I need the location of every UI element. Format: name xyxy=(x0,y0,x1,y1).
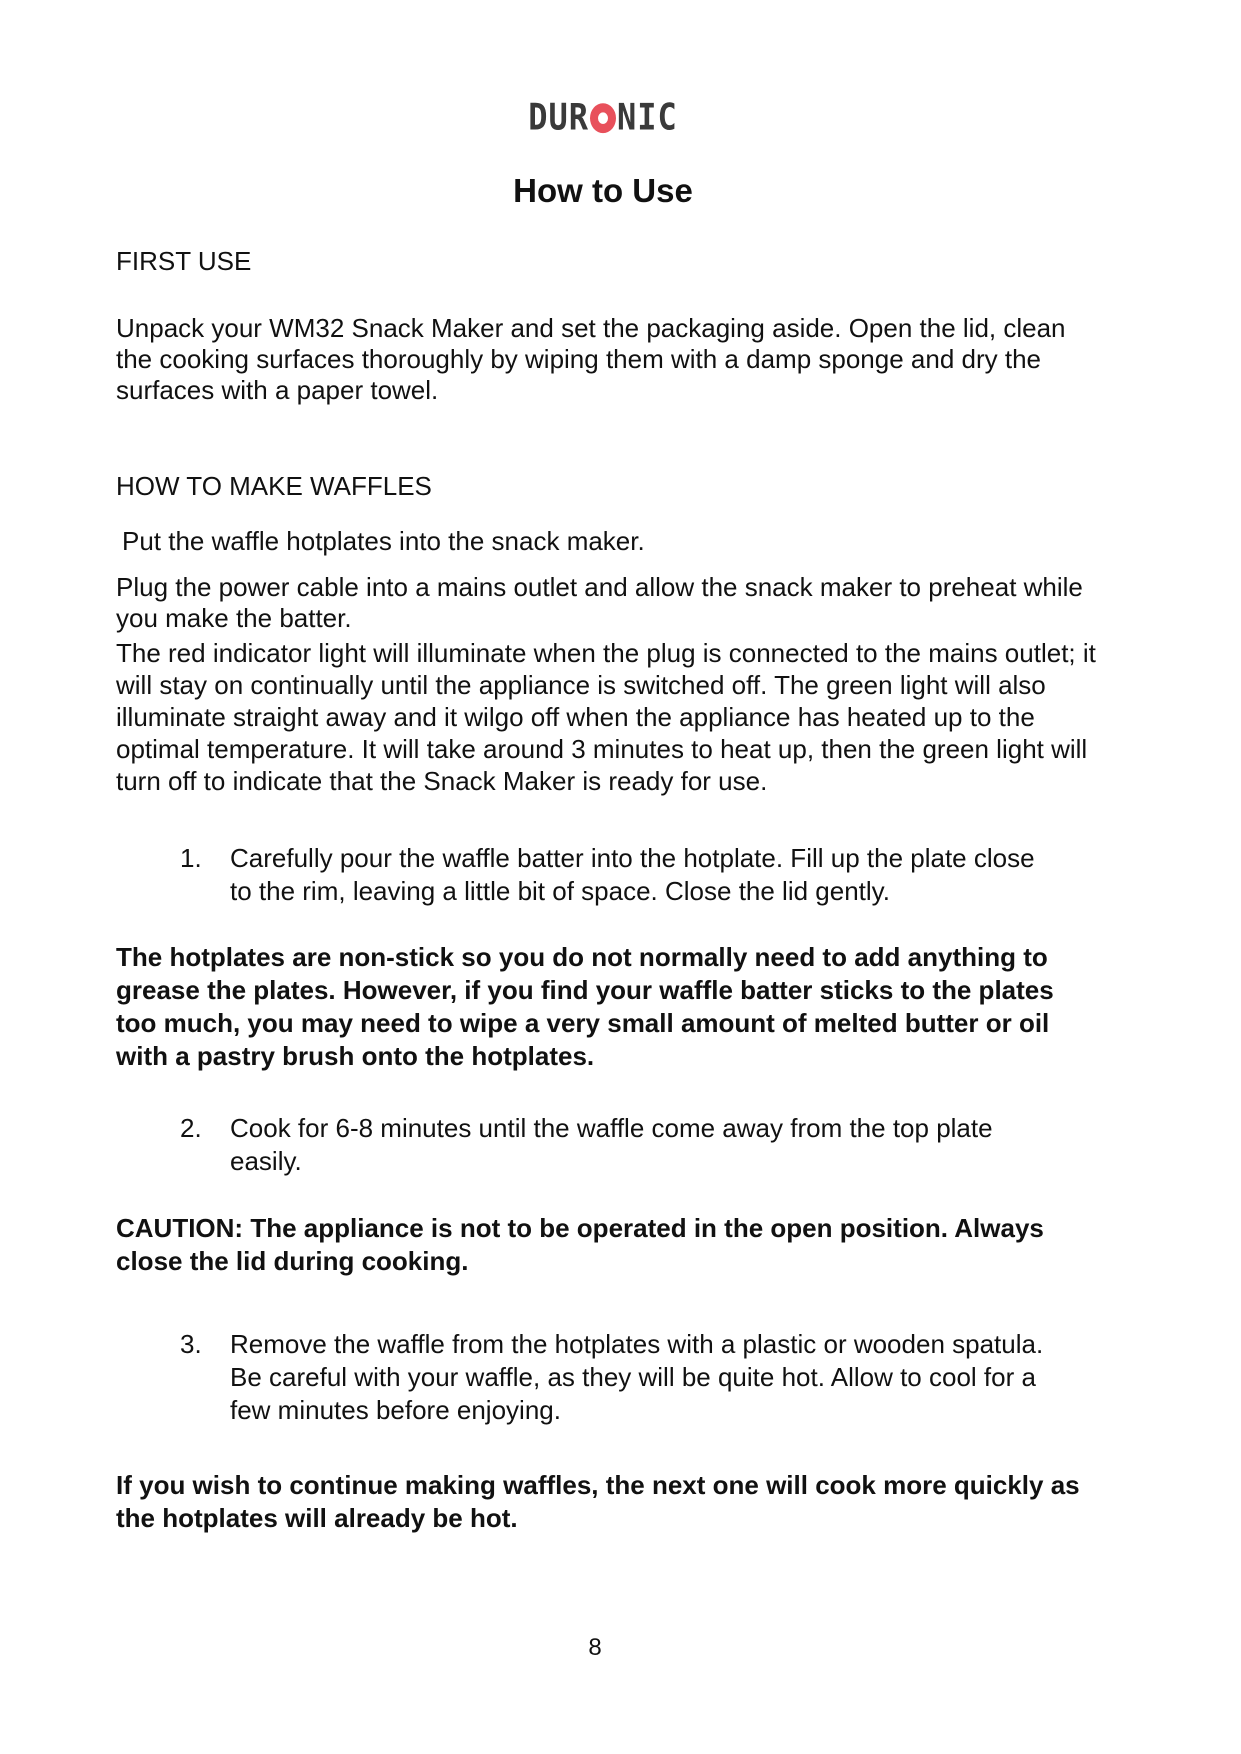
waffles-intro-indicator-lights: The red indicator light will illuminate when the plug is connected to the mains outlet; it will stay on continually until the appliance is switched off. The green light will also illuminate straight away and it wilɡo off when the appliance has heated up to the optimal temperature. It will take around 3 minutes to heat up, then the green light will turn off to indicate that the Snack Maker is ready for use. xyxy=(116,638,1096,796)
first-use-text: Unpack your WM32 Snack Maker and set the packaging aside. Open the lid, clean the cooking surfaces thoroughly by wiping them with a damp sponge and dry the surfaces with a paper towel. xyxy=(116,313,1066,405)
waffles-intro-preheat: Plug the power cable into a mains outlet and allow the snack maker to preheat while you make the batter. xyxy=(116,572,1083,633)
page-number: 8 xyxy=(588,1634,602,1661)
step-3-text: Remove the waffle from the hotplates with a plastic or wooden spatula. Be careful with your waffle, as they will be quite hot. Allow to cool for a few minutes before enjoying. xyxy=(230,1329,1044,1425)
power-button-logo-icon xyxy=(590,103,616,133)
step-1-number: 1. xyxy=(180,843,202,873)
caution-note: CAUTION: The appliance is not to be operated in the open position. Always close the lid during cooking. xyxy=(116,1213,1044,1276)
waffles-heading: HOW TO MAKE WAFFLES xyxy=(116,471,432,501)
continue-note: If you wish to continue making waffles, the next one will cook more quickly as the hotplates will already be hot. xyxy=(116,1470,1080,1533)
step-3-number: 3. xyxy=(180,1329,202,1359)
step-2-number: 2. xyxy=(180,1113,202,1143)
step-3 xyxy=(180,1328,1060,1427)
step-2-text: Cook for 6-8 minutes until the waffle come away from the top plate easily. xyxy=(230,1113,993,1176)
step-2 xyxy=(180,1112,1060,1178)
waffles-intro-hotplates: Put the waffle hotplates into the snack maker. xyxy=(122,526,645,556)
logo-text-right: NIC xyxy=(617,95,678,139)
first-use-heading: FIRST USE xyxy=(116,246,252,276)
page-title: How to Use xyxy=(513,172,693,209)
brand-logo xyxy=(0,95,1206,139)
step-1 xyxy=(180,842,1060,908)
logo-text-left: DUR xyxy=(528,95,589,139)
non-stick-note: The hotplates are non-stick so you do not normally need to add anything to grease the plates. However, if you find your waffle batter sticks to the plates too much, you may need to wipe a very small amount of melted butter or oil with a pastry brush onto the hotplates. xyxy=(116,942,1054,1071)
step-1-text: Carefully pour the waffle batter into the hotplate. Fill up the plate close to the rim, leaving a little bit of space. Close the lid gently. xyxy=(230,843,1035,906)
